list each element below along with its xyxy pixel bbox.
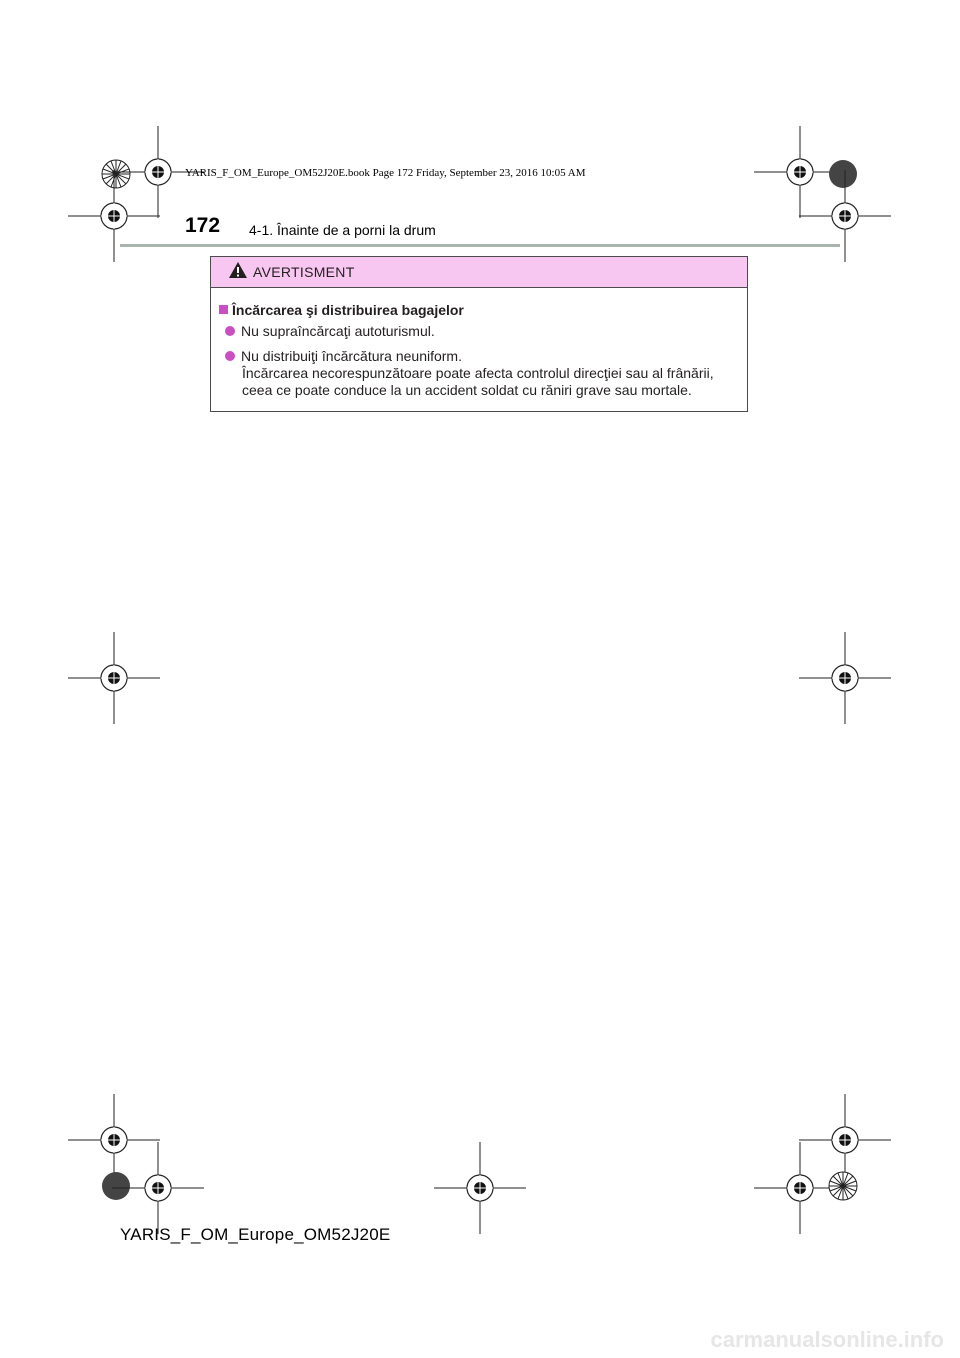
warning-item-line: ceea ce poate conduce la un accident soldat cu răniri grave sau mortale. xyxy=(242,382,692,398)
book-info-line: YARIS_F_OM_Europe_OM52J20E.book Page 172 Friday, September 23, 2016 10:05 AM xyxy=(185,167,586,179)
grey-circle-icon xyxy=(102,1172,130,1200)
square-bullet-icon xyxy=(219,305,228,314)
star-target-icon xyxy=(102,160,130,188)
warning-title: AVERTISMENT xyxy=(253,264,355,280)
registration-mark-icon xyxy=(68,170,160,262)
registration-mark-icon xyxy=(799,632,891,724)
footer-code: YARIS_F_OM_Europe_OM52J20E xyxy=(120,1225,391,1244)
registration-mark-icon xyxy=(68,632,160,724)
registration-mark-icon xyxy=(799,170,891,262)
warning-triangle-icon xyxy=(228,261,248,279)
warning-item xyxy=(225,348,714,399)
star-target-icon xyxy=(829,1172,857,1200)
registration-mark-icon xyxy=(112,1142,204,1234)
warning-item xyxy=(225,323,435,340)
registration-mark-icon xyxy=(434,1142,526,1234)
page-number: 172 xyxy=(185,214,221,237)
watermark-text: carmanualsonline.info xyxy=(710,1328,944,1352)
warning-box xyxy=(210,256,748,412)
watermark xyxy=(0,1328,960,1354)
warning-heading xyxy=(219,302,464,318)
warning-item-line: Nu distribuiţi încărcătura neuniform. xyxy=(241,348,462,364)
warning-item-line: Nu supraîncărcaţi autoturismul. xyxy=(241,323,435,339)
section-title: 4-1. Înainte de a porni la drum xyxy=(249,222,436,238)
warning-header xyxy=(211,257,747,288)
warning-heading-text: Încărcarea şi distribuirea bagajelor xyxy=(232,302,464,318)
grey-circle-icon xyxy=(829,160,857,188)
header-rule xyxy=(120,244,840,247)
round-bullet-icon xyxy=(225,326,235,336)
round-bullet-icon xyxy=(225,351,235,361)
warning-item-line: Încărcarea necorespunzătoare poate afecta controlul direcţiei sau al frânării, xyxy=(242,365,714,381)
